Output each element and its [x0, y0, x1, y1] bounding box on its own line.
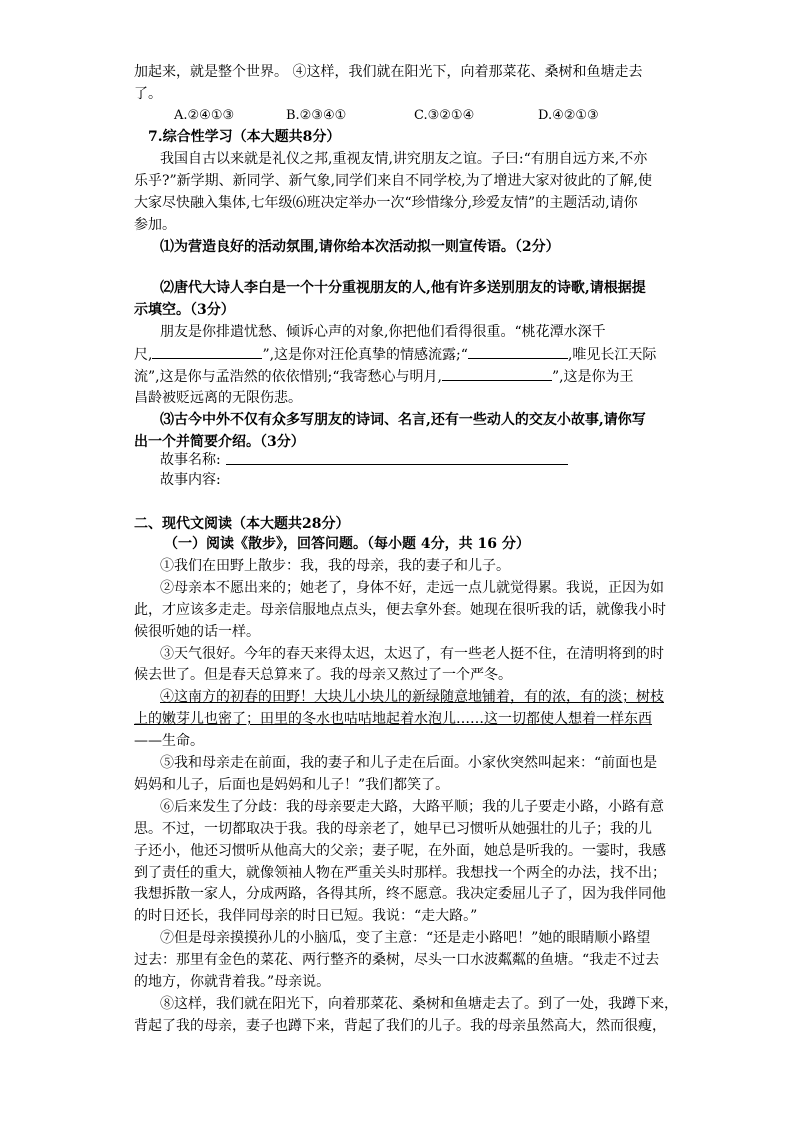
passage-line: 思。不过，一切都取决于我。我的母亲老了，她早已习惯听从她强壮的儿子；我的儿	[134, 821, 652, 837]
passage-line: 的时日还长，我伴同母亲的时日已短。我说：“走大路。”	[134, 908, 478, 924]
passage-line: ④这南方的初春的田野！大块儿小块儿的新绿随意地铺着，有的浓，有的淡；树枝	[160, 689, 664, 705]
passage-line: ①我们在田野上散步：我，我的母亲，我的妻子和儿子。	[160, 558, 510, 574]
passage-line: 我想拆散一家人，分成两路，各得其所，终不愿意。我决定委屈儿子了，因为我伴同他	[134, 886, 666, 902]
text-line: 了。	[134, 86, 162, 102]
fill-line	[134, 344, 656, 365]
passage-line: ②母亲本不愿出来的；她老了，身体不好，走远一点儿就觉得累。我说，正因为如	[160, 580, 664, 596]
option-b: B.②③④①	[286, 108, 347, 123]
text-fragment: ”,这是你对汪伦真挚的情感流露;“	[262, 347, 468, 363]
passage-line: 到了责任的重大，就像领袖人物在严重关头时那样。我想找一个两全的办法，找不出；	[134, 865, 666, 881]
passage-line: ③天气很好。今年的春天来得太迟，太迟了，有一些老人挺不住，在清明将到的时	[160, 646, 664, 662]
passage-line: 子还小，他还习惯听从他高大的父亲；妻子呢，在外面，她总是听我的。一霎时，我感	[134, 843, 666, 859]
passage-line: ——生命。	[134, 733, 204, 749]
question-3: ⑶古今中外不仅有众多写朋友的诗词、名言,还有一些动人的交友小故事,请你写	[160, 412, 646, 428]
text-line: 乐乎?”新学期、新同学、新气象,同学们来自不同学校,为了增进大家对彼此的了解,使	[134, 173, 653, 189]
option-c: C.③②①④	[414, 108, 475, 123]
subsection-heading: （一）阅读《散步》，回答问题。（每小题 4分，共 16 分）	[164, 536, 530, 552]
story-name-line[interactable]	[226, 464, 568, 465]
passage-line: ⑥后来发生了分歧：我的母亲要走大路，大路平顺；我的儿子要走小路，小路有意	[160, 799, 664, 815]
passage-line: 的地方，你就背着我。”母亲说。	[134, 974, 331, 990]
passage-line: 候去世了。但是春天总算来了。我的母亲又熬过了一个严冬。	[134, 667, 512, 683]
question-3-cont: 出一个并简要介绍。（3分）	[134, 434, 305, 450]
passage-line: 背起了我的母亲，妻子也蹲下来，背起了我们的儿子。我的母亲虽然高大，然而很瘦，	[134, 1018, 666, 1034]
text-fragment: 尺,	[134, 347, 153, 363]
text-line: 大家尽快融入集体,七年级⑹班决定举办一次“珍惜缘分,珍爱友情”的主题活动,请你	[134, 195, 638, 211]
text-fragment: 流”,这是你与孟浩然的依依惜别;“我寄愁心与明月,	[134, 369, 442, 385]
story-content-label: 故事内容:	[160, 472, 221, 488]
text-line: 参加。	[134, 217, 176, 233]
passage-line: ⑧这样，我们就在阳光下，向着那菜花、桑树和鱼塘走去了。到了一处，我蹲下来，	[160, 996, 678, 1012]
text-line: 昌龄被贬远离的无限伤悲。	[134, 390, 302, 406]
passage-line: 妈妈和儿子，后面也是妈妈和儿子！”我们都笑了。	[134, 777, 450, 793]
question-2: ⑵唐代大诗人李白是一个十分重视朋友的人,他有许多送别朋友的诗歌,请根据提	[160, 280, 646, 296]
question-1: ⑴为营造良好的活动氛围,请你给本次活动拟一则宣传语。（2分）	[160, 239, 560, 255]
answer-blank[interactable]	[468, 344, 568, 359]
passage-line: 上的嫩芽儿也密了；田里的冬水也咕咕地起着水泡儿……这一切都使人想着一样东西	[134, 711, 652, 727]
option-a: A.②④①③	[174, 108, 235, 123]
fill-line	[134, 366, 634, 387]
section-heading: 7.综合性学习（本大题共8分）	[148, 129, 341, 145]
text-line: 朋友是你排遣忧愁、倾诉心声的对象,你把他们看得很重。“桃花潭水深千	[160, 324, 606, 340]
passage-line: 过去：那里有金色的菜花、两行整齐的桑树，尽头一口水波粼粼的鱼塘。“我走不过去	[134, 952, 660, 968]
passage-line: ⑤我和母亲走在前面，我的妻子和儿子走在后面。小家伙突然叫起来：“前面也是	[160, 755, 658, 771]
section-heading: 二、现代文阅读（本大题共28分）	[134, 516, 350, 532]
text-line: 加起来，就是整个世界。 ④这样，我们就在阳光下，向着那菜花、桑树和鱼塘走去	[134, 64, 643, 80]
text-line: 我国自古以来就是礼仪之邦,重视友情,讲究朋友之谊。子曰:“有朋自远方来,不亦	[160, 151, 648, 167]
story-name-label: 故事名称:	[160, 452, 221, 468]
answer-blank[interactable]	[442, 366, 552, 381]
passage-line: ⑦但是母亲摸摸孙儿的小脑瓜，变了主意：“还是走小路吧！”她的眼睛顺小路望	[160, 930, 651, 946]
text-fragment: ”,这是你为王	[551, 369, 634, 385]
passage-line: 此，才应该多走走。母亲信服地点点头，便去拿外套。她现在很听我的话，就像我小时	[134, 602, 666, 618]
question-2-cont: 示填空。（3分）	[134, 302, 235, 318]
text-fragment: ,唯见长江天际	[567, 347, 657, 363]
passage-line: 候很听她的话一样。	[134, 624, 260, 640]
option-d: D.④②①③	[538, 108, 599, 123]
answer-blank[interactable]	[152, 344, 262, 359]
